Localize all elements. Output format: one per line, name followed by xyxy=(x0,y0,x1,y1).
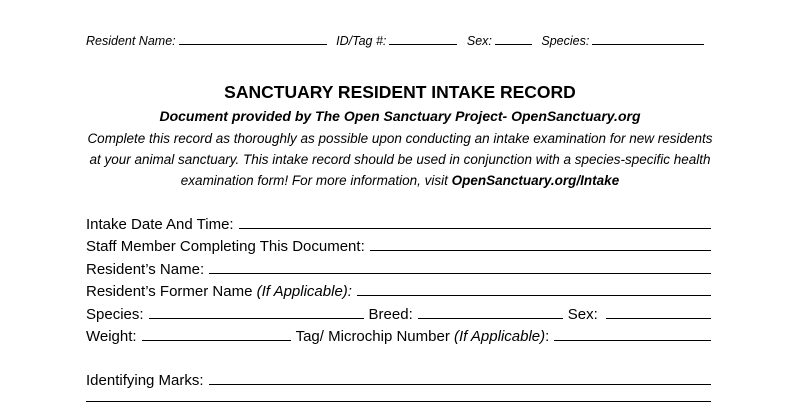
former-name-field[interactable] xyxy=(357,294,711,296)
resident-name-field[interactable] xyxy=(209,272,711,274)
former-name-note: (If Applicable): xyxy=(256,283,352,300)
tag-microchip-note: (If Applicable) xyxy=(453,328,546,345)
weight-field[interactable] xyxy=(142,339,291,341)
header-fields xyxy=(86,33,710,48)
tag-microchip-text: Tag/ Microchip Number xyxy=(295,328,450,345)
header-sex-label: Sex: xyxy=(466,34,492,48)
intake-date-row xyxy=(86,210,711,233)
intake-form xyxy=(86,210,711,389)
species-field[interactable] xyxy=(149,317,364,319)
document-title: SANCTUARY RESIDENT INTAKE RECORD xyxy=(224,82,576,102)
identifying-marks-label: Identifying Marks: xyxy=(86,371,204,389)
tag-microchip-field[interactable] xyxy=(554,339,711,341)
header-id-tag-label: ID/Tag #: xyxy=(336,34,387,48)
header-sex-field[interactable] xyxy=(495,33,532,45)
document-subtitle: Document provided by The Open Sanctuary Project- OpenSanctuary.org xyxy=(159,108,641,124)
species-breed-sex-row xyxy=(86,300,711,323)
resident-name-label: Resident’s Name: xyxy=(86,260,205,278)
resident-name-row xyxy=(86,255,711,278)
header-resident-name-field[interactable] xyxy=(179,33,327,45)
identifying-marks-continuation-line[interactable] xyxy=(86,401,711,402)
former-name-text: Resident’s Former Name xyxy=(86,283,253,300)
header-species-field[interactable] xyxy=(592,33,704,45)
tag-microchip-colon: : xyxy=(545,328,550,345)
staff-member-label: Staff Member Completing This Document: xyxy=(86,238,365,255)
instructions-text: Complete this record as thoroughly as possible upon conducting an intake examination for new residents at your animal sanctuary. This intake record should be used in conjunction with a species-specific health examination form! For more information, visit xyxy=(87,131,713,188)
header-species-label: Species: xyxy=(541,34,590,48)
instructions-link[interactable]: OpenSanctuary.org/Intake xyxy=(451,173,620,188)
intake-date-label: Intake Date And Time: xyxy=(86,215,234,233)
identifying-marks-field[interactable] xyxy=(209,383,711,385)
identifying-marks-row xyxy=(86,366,711,389)
tag-microchip-label xyxy=(296,328,550,345)
species-label: Species: xyxy=(86,305,144,323)
former-name-label xyxy=(86,283,352,300)
instructions xyxy=(80,128,720,191)
staff-member-row xyxy=(86,233,711,256)
sex-field[interactable] xyxy=(606,317,711,319)
sex-label: Sex: xyxy=(567,305,598,323)
breed-field[interactable] xyxy=(418,317,563,319)
staff-member-field[interactable] xyxy=(370,249,711,251)
intake-date-field[interactable] xyxy=(239,227,711,229)
header-resident-name-label: Resident Name: xyxy=(86,34,176,48)
header-id-tag-field[interactable] xyxy=(389,33,457,45)
former-name-row xyxy=(86,278,711,301)
breed-label: Breed: xyxy=(368,305,413,323)
weight-tag-row xyxy=(86,323,711,346)
weight-label: Weight: xyxy=(86,328,137,345)
